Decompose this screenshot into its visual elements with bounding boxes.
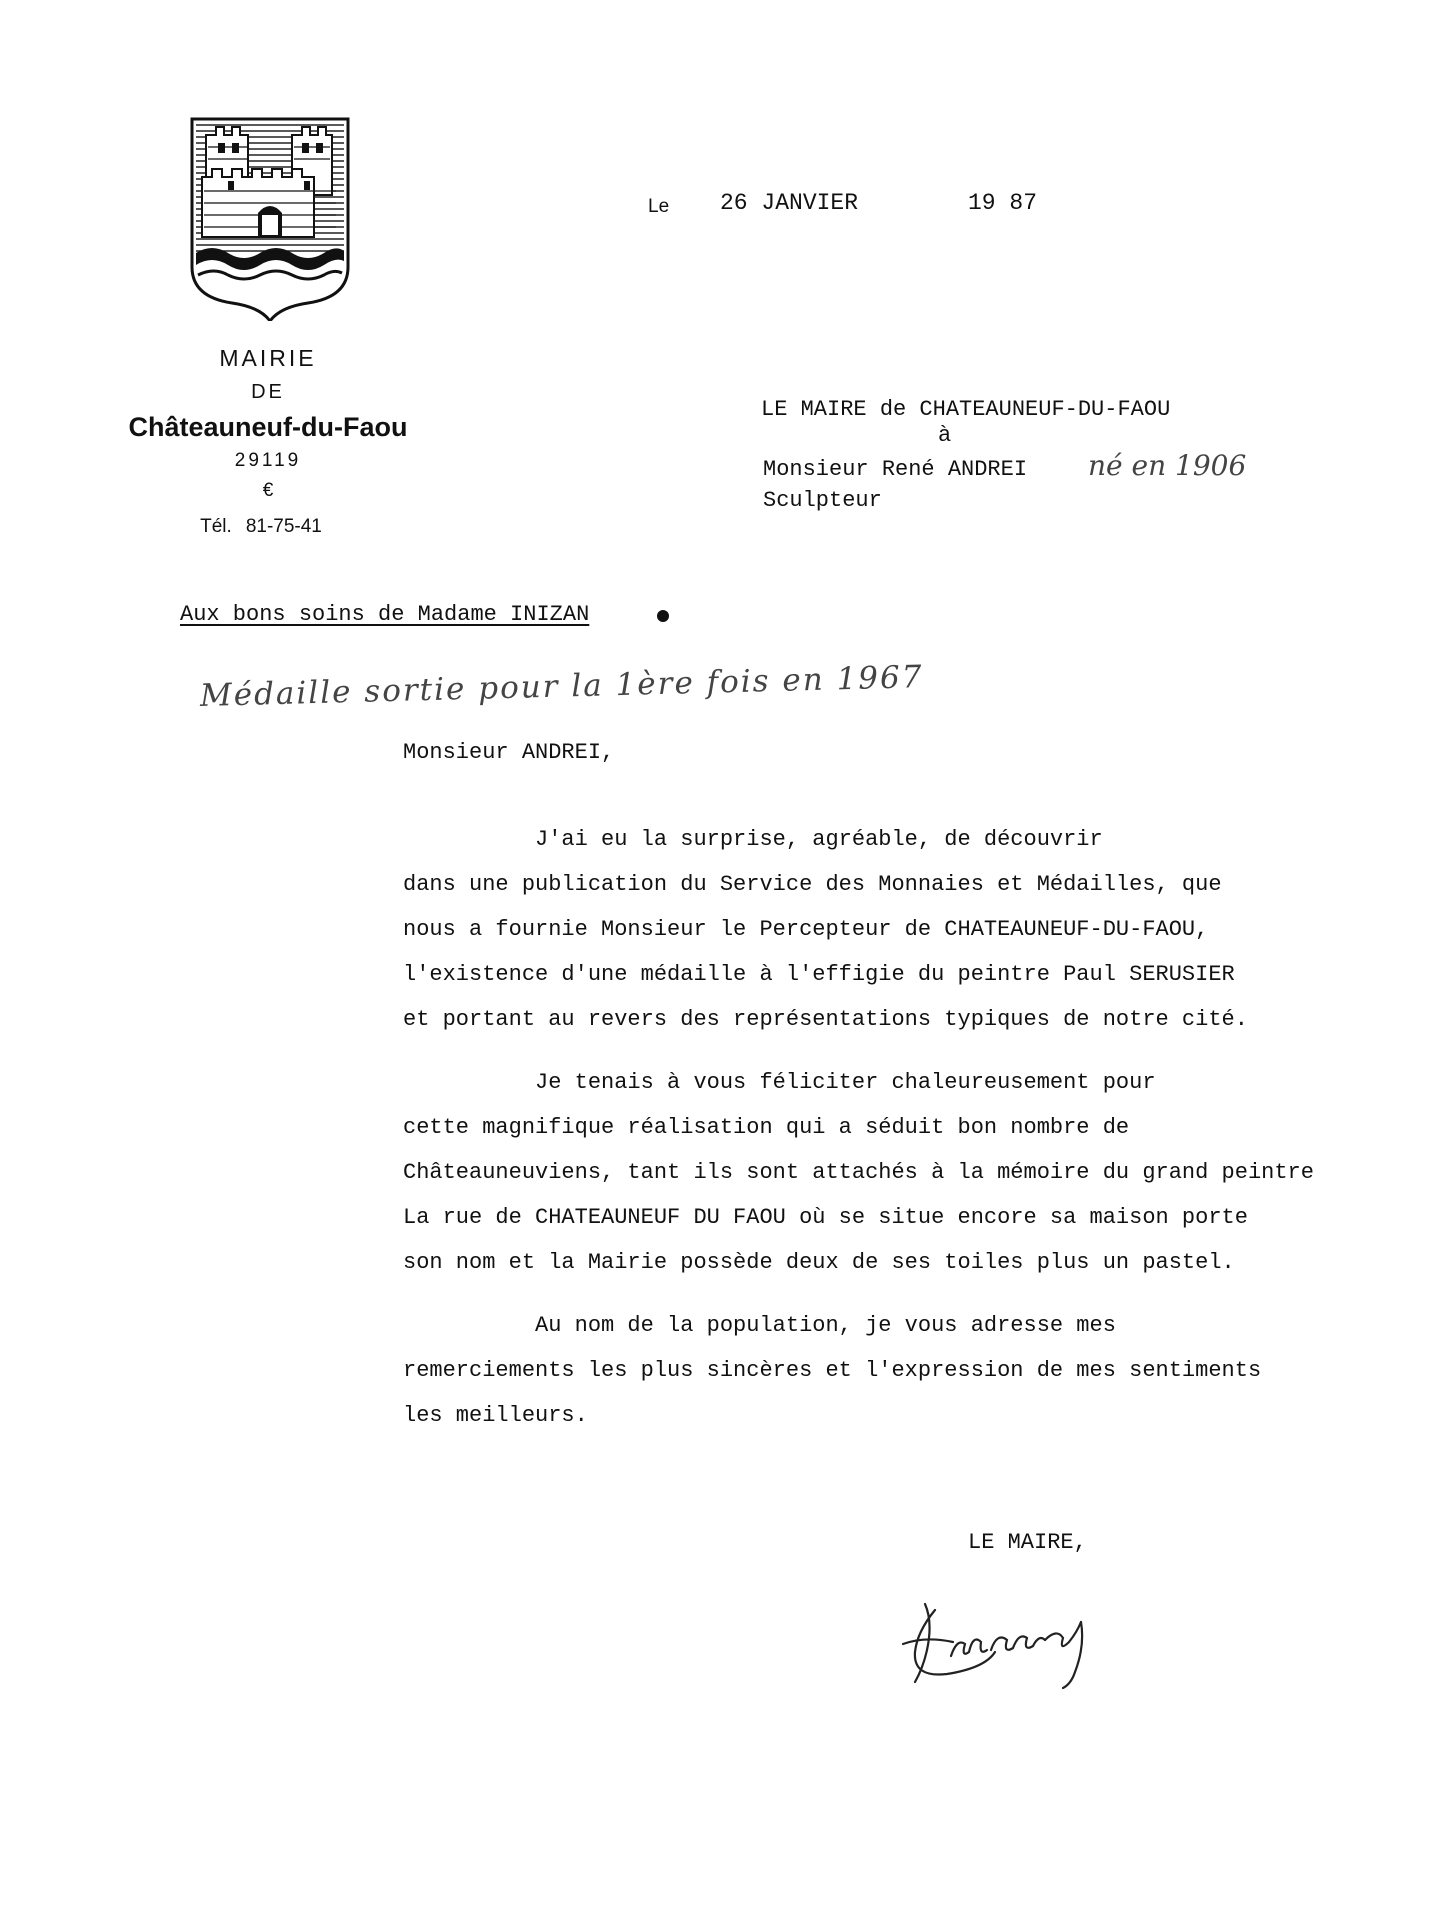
body-line: Châteauneuviens, tant ils sont attachés à la mémoire du grand peintre bbox=[403, 1160, 1314, 1185]
body-line: remerciements les plus sincères et l'expression de mes sentiments bbox=[403, 1358, 1262, 1383]
care-of-line: Aux bons soins de Madame INIZAN bbox=[180, 602, 590, 627]
date-year: 19 87 bbox=[968, 190, 1038, 216]
tel-label: Tél. bbox=[200, 516, 232, 537]
body-line: J'ai eu la surprise, agréable, de découvrir bbox=[403, 827, 1103, 852]
body-line: les meilleurs. bbox=[403, 1403, 588, 1428]
body-line: son nom et la Mairie possède deux de ses toiles plus un pastel. bbox=[403, 1250, 1235, 1275]
tel-number: 81-75-41 bbox=[245, 516, 322, 537]
handwritten-annotation: Médaille sortie pour la 1ère fois en 1967 bbox=[199, 659, 924, 714]
mairie-mark: € bbox=[262, 480, 274, 501]
body-line: nous a fournie Monsieur le Percepteur de CHATEAUNEUF-DU-FAOU, bbox=[403, 917, 1209, 942]
body-line: dans une publication du Service des Monnaies et Médailles, que bbox=[403, 872, 1222, 897]
mairie-de: DE bbox=[251, 381, 285, 403]
recipient-role: Sculpteur bbox=[763, 488, 882, 513]
recipient-name: Monsieur René ANDREI bbox=[763, 457, 1028, 482]
body-line: et portant au revers des représentations typiques de notre cité. bbox=[403, 1007, 1248, 1032]
mairie-tel bbox=[118, 516, 418, 538]
body-line: cette magnifique réalisation qui a séduit bon nombre de bbox=[403, 1115, 1130, 1140]
bullet-icon bbox=[657, 610, 669, 622]
body-line: Je tenais à vous féliciter chaleureusement pour bbox=[403, 1070, 1156, 1095]
body-line: Au nom de la population, je vous adresse mes bbox=[403, 1313, 1116, 1338]
date-prefix: Le bbox=[648, 196, 670, 217]
mairie-postcode: 29119 bbox=[234, 450, 302, 471]
town-crest-logo bbox=[188, 117, 352, 321]
salutation: Monsieur ANDREI, bbox=[403, 740, 615, 765]
signature bbox=[895, 1592, 1105, 1692]
body-line: l'existence d'une médaille à l'effigie du peintre Paul SERUSIER bbox=[403, 962, 1235, 987]
body-line: La rue de CHATEAUNEUF DU FAOU où se situe encore sa maison porte bbox=[403, 1205, 1248, 1230]
mairie-title: MAIRIE bbox=[219, 345, 317, 371]
mairie-town: Châteauneuf-du-Faou bbox=[128, 412, 408, 442]
handwritten-birth-note: né en 1906 bbox=[1088, 449, 1247, 482]
to-line: à bbox=[938, 423, 952, 448]
date-day-month: 26 JANVIER bbox=[720, 190, 859, 216]
sender-line: LE MAIRE de CHATEAUNEUF-DU-FAOU bbox=[761, 397, 1171, 422]
closing-title: LE MAIRE, bbox=[968, 1530, 1087, 1555]
